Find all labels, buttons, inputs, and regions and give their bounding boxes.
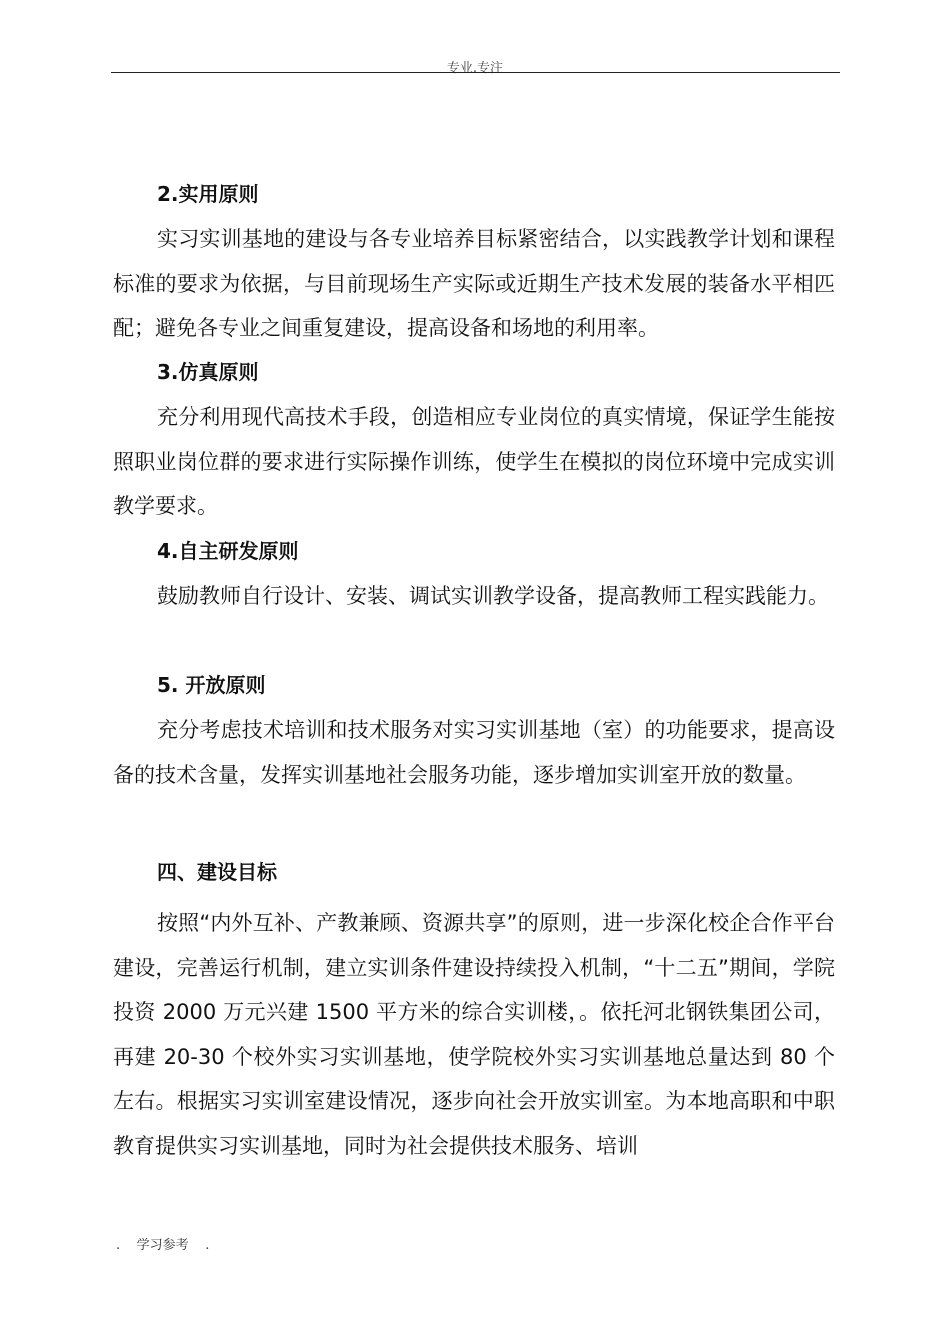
section-heading-simulation: 3.仿真原则 <box>157 360 259 384</box>
section-heading-open: 5. 开放原则 <box>157 673 266 697</box>
section-paragraph-independent-rd: 鼓励教师自行设计、安装、调试实训教学设备，提高教师工程实践能力。 <box>157 584 829 608</box>
page-header: 专业.专注 <box>446 61 504 76</box>
section-paragraph-practical: 实习实训基地的建设与各专业培养目标紧密结合，以实践教学计划和课程标准的要求为依据，与目前现场生产实际或近期生产技术发展的装备水平相匹配；避免各专业之间重复建设，提高设备和场地的利用率。 <box>113 227 835 340</box>
section-heading-practical: 2.实用原则 <box>157 182 259 206</box>
section-paragraph-simulation: 充分利用现代高技术手段，创造相应专业岗位的真实情境，保证学生能按照职业岗位群的要求进行实际操作训练，使学生在模拟的岗位环境中完成实训教学要求。 <box>113 405 835 518</box>
page-footer: . 学习参考 . <box>116 1238 210 1253</box>
section-heading-independent-rd: 4.自主研发原则 <box>157 539 299 563</box>
section-paragraph-construction-goals: 按照“内外互补、产教兼顾、资源共享”的原则，进一步深化校企合作平台建设，完善运行机制，建立实训条件建设持续投入机制，“十二五”期间，学院投资 2000 万元兴建 1500 平方米的综合实训楼，。依托河北钢铁集团公司，再建 20-30 个校外实习实训基地，使学院校外实习实训基地总量达到 80 个左右。根据实习实训室建设情况，逐步向社会开放实训室。为本地高职和中职教育提供实习实训基地，同时为社会提供技术服务、培训 <box>113 911 835 1158</box>
section-paragraph-open: 充分考虑技术培训和技术服务对实习实训基地（室）的功能要求，提高设备的技术含量，发挥实训基地社会服务功能，逐步增加实训室开放的数量。 <box>113 718 835 787</box>
header-divider <box>111 72 840 73</box>
section-heading-construction-goals: 四、建设目标 <box>157 860 277 884</box>
